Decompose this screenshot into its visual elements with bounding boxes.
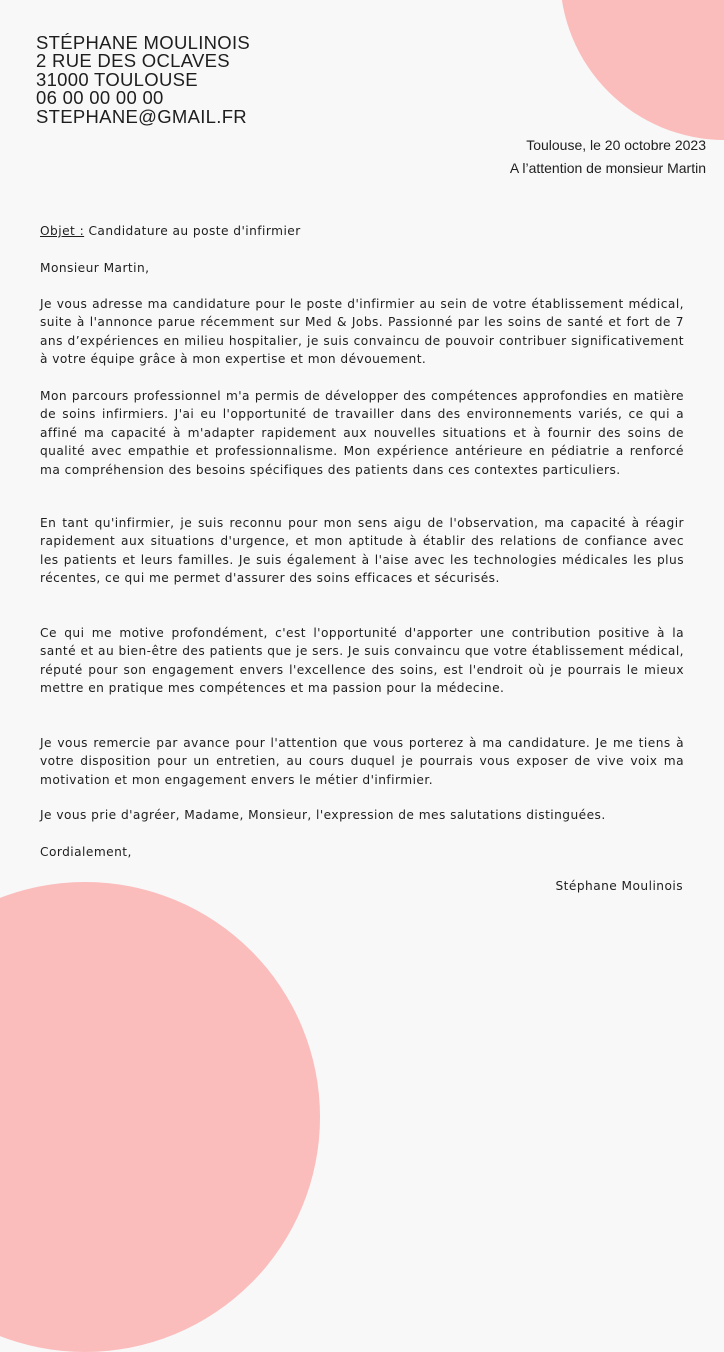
paragraph-5: Je vous remercie par avance pour l'attention que vous porterez à ma candidature. Je me tiens à votre disposition pour un entretien, au cours duquel je pourrais vous exposer de vive voix ma motivation et mon engagement envers le métier d'infirmier.	[40, 736, 684, 787]
attention-line: A l’attention de monsieur Martin	[509, 160, 706, 176]
paragraph-4: Ce qui me motive profondément, c'est l'opportunité d'apporter une contribution positive à la santé et au bien-être des patients que je sers. Je suis convaincu que votre établissement médical, réputé pour son engagement envers l'excellence des soins, est l'endroit où je pourrais le mieux mettre en pratique mes compétences et ma passion pour la médecine.	[40, 626, 684, 696]
sender-city: 31000 TOULOUSE	[36, 68, 198, 90]
sender-block	[36, 34, 250, 126]
subject-text: Candidature au poste d'infirmier	[84, 224, 301, 238]
signature: Stéphane Moulinois	[555, 879, 683, 893]
subject-label: Objet :	[40, 224, 85, 238]
recipient-block	[510, 134, 706, 180]
decorative-circle-bottom	[0, 882, 320, 1352]
paragraph-3: En tant qu'infirmier, je suis reconnu pour mon sens aigu de l'observation, ma capacité à réagir rapidement aux situations d'urgence, et mon aptitude à établir des relations de confiance avec les patients et leurs familles. Je suis également à l'aise avec les technologies médicales les plus récentes, ce qui me permet d'assurer des soins efficaces et sécurisés.	[40, 516, 684, 586]
decorative-circle-top	[560, 0, 724, 140]
sender-name: STÉPHANE MOULINOIS	[36, 32, 251, 53]
paragraph-2: Mon parcours professionnel m'a permis de développer des compétences approfondies en matière de soins infirmiers. J'ai eu l'opportunité de travailler dans des environnements variés, ce qui a affiné ma capacité à m'adapter rapidement aux nouvelles situations et à fournir des soins de qualité avec empathie et professionnalisme. Mon expérience antérieure en pédiatrie a renforcé ma compréhension des besoins spécifiques des patients dans ces contextes particuliers.	[40, 389, 684, 477]
sender-email: STEPHANE@GMAIL.FR	[36, 105, 247, 127]
sender-phone: 06 00 00 00 00	[36, 87, 164, 109]
paragraph-1: Je vous adresse ma candidature pour le poste d'infirmier au sein de votre établissement médical, suite à l'annonce parue récemment sur Med & Jobs. Passionné par les soins de santé et fort de 7 ans d’expériences en milieu hospitalier, je suis convaincu de pouvoir contribuer significativement à votre équipe grâce à mon expertise et mon dévouement.	[40, 297, 684, 367]
letter-date: Toulouse, le 20 octobre 2023	[526, 137, 706, 153]
paragraph-6: Je vous prie d'agréer, Madame, Monsieur, l'expression de mes salutations distinguées.	[40, 808, 606, 822]
greeting: Monsieur Martin,	[40, 261, 150, 275]
sender-street: 2 RUE DES OCLAVES	[36, 50, 230, 72]
closing: Cordialement,	[40, 845, 132, 859]
subject-line	[40, 222, 684, 240]
